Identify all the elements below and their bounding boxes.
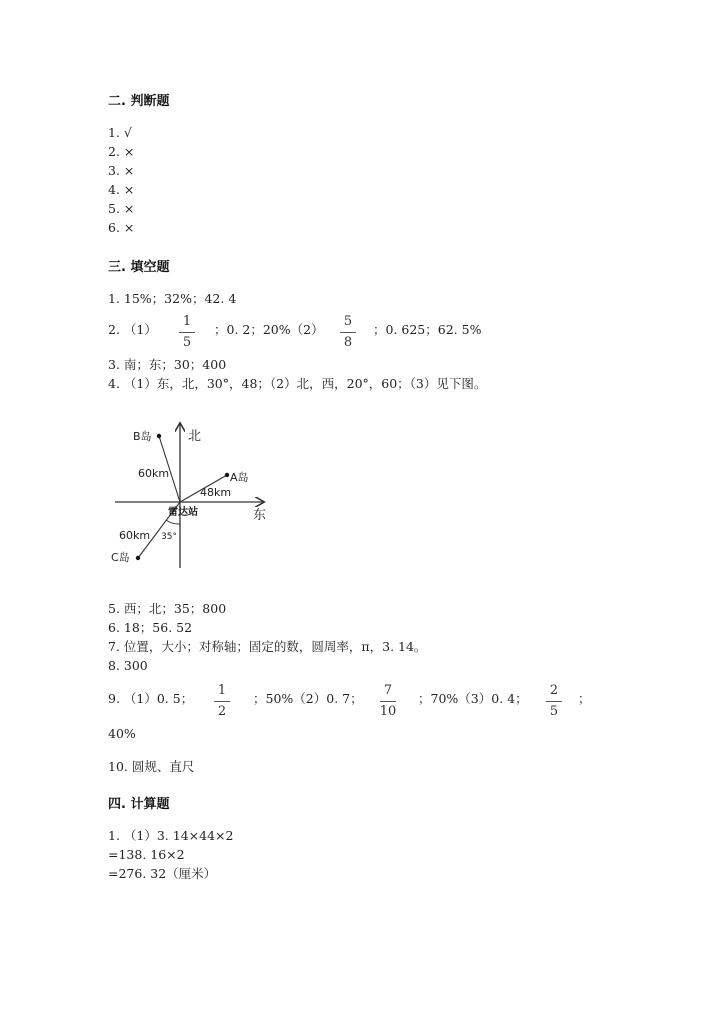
fill-answer-9-cont: 40% [108, 726, 136, 741]
fill-answer-6: 6. 18；56. 52 [108, 620, 193, 635]
fraction-1-5 [175, 314, 199, 351]
answer-2: 2. × [108, 144, 135, 159]
radar-diagram [105, 418, 285, 573]
fill-answer-9-mid1: ；50%（2）0. 7； [253, 691, 363, 706]
answer-3: 3. × [108, 163, 135, 178]
fraction-bar [214, 701, 230, 702]
fill-answer-9-mid2: ；70%（3）0. 4； [418, 691, 528, 706]
island-a-label: A岛 [230, 471, 249, 484]
numerator: 2 [549, 683, 559, 698]
fraction-2-5 [542, 683, 566, 720]
fraction-7-10 [376, 683, 400, 720]
fraction-bar [340, 332, 356, 333]
numerator: 7 [383, 683, 393, 698]
island-c-label: C岛 [111, 551, 130, 564]
angle-arc [166, 520, 180, 524]
denominator: 8 [343, 335, 353, 350]
island-a-point [225, 473, 229, 477]
radar-station-label: 雷达站 [168, 507, 198, 518]
section-4-title: 四. 计算题 [108, 797, 170, 812]
fraction-bar [380, 701, 396, 702]
section-2-title: 二. 判断题 [108, 94, 170, 109]
answer-4: 4. × [108, 182, 135, 197]
fraction-bar [546, 701, 562, 702]
fill-answer-2-suffix: ；0. 625；62. 5% [373, 322, 482, 337]
fill-answer-9-prefix: 9. （1）0. 5； [108, 691, 194, 706]
section-3-title: 三. 填空题 [108, 260, 170, 275]
fraction-bar [179, 332, 195, 333]
calc-line-3: =276. 32（厘米） [108, 866, 217, 881]
fill-answer-10: 10. 圆规、直尺 [108, 759, 195, 774]
calc-line-1: 1. （1）3. 14×44×2 [108, 828, 234, 843]
fill-answer-1: 1. 15%；32%；42. 4 [108, 291, 237, 306]
denominator: 10 [379, 704, 397, 719]
denominator: 2 [217, 704, 227, 719]
fill-answer-9-suffix: ； [578, 691, 591, 706]
north-label: 北 [188, 429, 202, 444]
fill-answer-2-prefix: 2. （1） [108, 322, 157, 337]
denominator: 5 [549, 704, 559, 719]
distance-a-label: 48km [200, 486, 232, 499]
fraction-5-8 [336, 314, 360, 351]
answer-1: 1. √ [108, 125, 132, 140]
fraction-1-2 [210, 683, 234, 720]
distance-c-label: 60km [119, 529, 151, 542]
fill-answer-4: 4. （1）东，北，30°，48；（2）北，西，20°，60；（3）见下图。 [108, 376, 487, 391]
calc-line-2: =138. 16×2 [108, 847, 185, 862]
denominator: 5 [182, 335, 192, 350]
answer-5: 5. × [108, 201, 135, 216]
east-label: 东 [253, 508, 267, 523]
fill-answer-3: 3. 南；东；30；400 [108, 357, 227, 372]
numerator: 1 [182, 314, 192, 329]
fill-answer-8: 8. 300 [108, 658, 148, 673]
angle-label: 35° [161, 532, 177, 542]
island-b-label: B岛 [133, 430, 152, 443]
answer-6: 6. × [108, 220, 135, 235]
distance-b-label: 60km [138, 467, 170, 480]
fill-answer-2-mid: ；0. 2；20%（2） [214, 322, 324, 337]
fill-answer-5: 5. 西；北；35；800 [108, 601, 227, 616]
numerator: 1 [217, 683, 227, 698]
numerator: 5 [343, 314, 353, 329]
island-c-point [136, 556, 140, 560]
fill-answer-7: 7. 位置，大小；对称轴；固定的数，圆周率，π，3. 14。 [108, 639, 427, 654]
island-b-point [157, 434, 161, 438]
